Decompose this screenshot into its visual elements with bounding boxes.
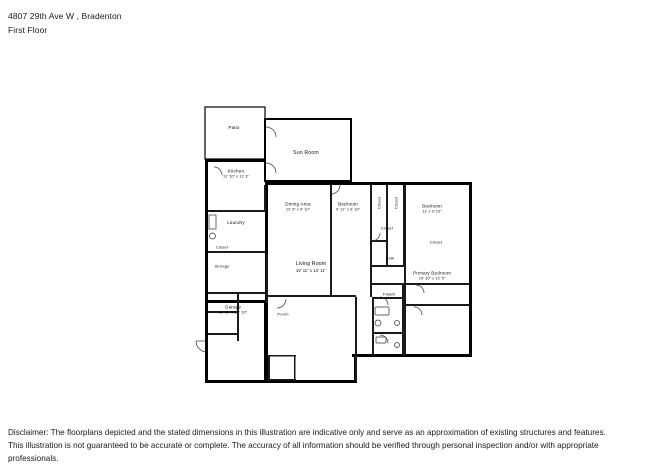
room-label-garage: Garage 11' 10" x 28' 10" xyxy=(218,304,248,315)
room-label-closet-3: Closet xyxy=(393,196,399,210)
room-label-primary-bedroom: Primary Bedroom 10' 10" x 12' 5" xyxy=(413,270,451,281)
plan-header xyxy=(8,9,122,37)
room-label-bedroom-2: Bedroom 11' x 9' 10" xyxy=(422,203,442,214)
room-label-laundry: Laundry xyxy=(227,220,245,226)
floorplan-canvas xyxy=(0,55,650,395)
room-label-closet-4: Closet xyxy=(380,225,394,231)
disclaimer-line-2: This illustration is not guaranteed to be accurate or complete. The accuracy of all information should be verified through personal inspection and/or with appropriate professionals. xyxy=(8,441,599,463)
disclaimer xyxy=(8,426,628,465)
room-label-sun-room: Sun Room xyxy=(293,149,319,156)
room-label-patio: Patio xyxy=(228,125,240,131)
exterior-walls xyxy=(205,107,472,383)
room-label-closet-1: Closet xyxy=(215,244,229,250)
room-label-bedroom-1: Bedroom 9' 11" x 9' 10" xyxy=(336,201,360,212)
interior-walls xyxy=(208,185,470,381)
room-label-bath: Bath xyxy=(385,255,395,261)
room-label-porch: Porch xyxy=(277,311,289,317)
floorplan-drawing xyxy=(0,55,650,395)
disclaimer-line-1: Disclaimer: The floorplans depicted and the stated dimensions in this illustration are indicative only and serve as an approximation of existing structures and features. xyxy=(8,428,606,437)
room-label-powder-bath: P.Bath xyxy=(382,291,396,297)
room-label-storage: Storage xyxy=(214,263,230,269)
floor-label: First Floor xyxy=(8,25,48,35)
room-label-dining-area: Dining Area 12' 6" x 9' 10" xyxy=(285,201,311,212)
room-label-kitchen: Kitchen 11' 10" x 11' 3" xyxy=(223,168,249,179)
room-label-closet-5: Closet xyxy=(429,239,443,245)
room-label-living-room: Living Room 19' 11" x 13' 11" xyxy=(295,261,327,273)
room-label-closet-2: Closet xyxy=(376,196,382,210)
property-address: 4807 29th Ave W , Bradenton xyxy=(8,11,122,21)
